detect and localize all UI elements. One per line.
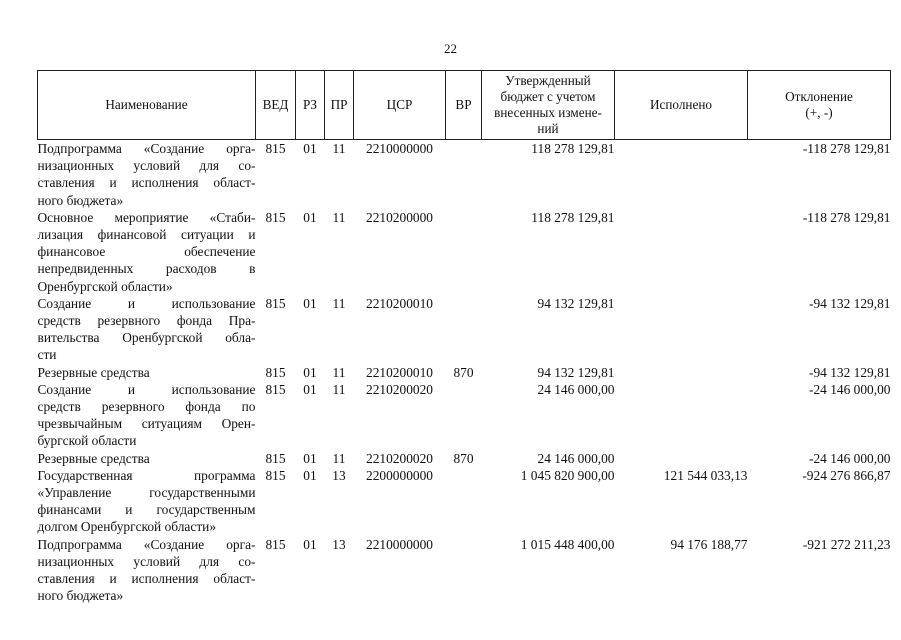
header-executed: Исполнено (615, 71, 748, 140)
row-ved: 815 (265, 536, 286, 552)
row-name-line: Резервные средства (37, 450, 150, 466)
row-vr (446, 381, 482, 450)
row-name-line: «Управление государственными (37, 485, 256, 501)
row-deviation: -24 146 000,00 (809, 450, 891, 466)
row-name-line: Создание и использование (37, 295, 256, 311)
row-pr: 11 (332, 141, 346, 156)
table-row (38, 140, 891, 209)
row-name-line: чрезвычайным ситуациям Орен- (37, 416, 256, 432)
row-vr (446, 467, 482, 536)
row-deviation: -118 278 129,81 (802, 209, 891, 225)
row-pr: 13 (332, 467, 346, 483)
row-csr: 2210200010 (366, 364, 433, 380)
row-executed (615, 140, 748, 209)
table-body (38, 140, 891, 605)
table-header-row (38, 71, 891, 140)
row-name-line: Подпрограмма «Создание орга- (37, 536, 256, 552)
row-pr: 11 (332, 364, 346, 380)
row-ved: 815 (265, 209, 286, 225)
row-ved: 815 (265, 467, 286, 483)
row-rz: 01 (303, 381, 317, 397)
row-name-line: средств резервного фонда Пра- (37, 313, 256, 329)
row-approved: 118 278 129,81 (531, 141, 615, 156)
row-rz: 01 (303, 141, 317, 156)
row-approved: 1 045 820 900,00 (520, 467, 615, 483)
header-approved: Утвержденный бюджет с учетом внесенных измене-ний (482, 71, 615, 140)
row-executed (615, 450, 748, 467)
row-csr: 2210000000 (366, 536, 433, 552)
row-pr: 11 (332, 381, 346, 397)
page-number: 22 (444, 41, 457, 56)
table-row (38, 450, 891, 467)
row-name (38, 364, 256, 381)
row-name-line: Государственная программа (37, 467, 256, 483)
table-row (38, 295, 891, 364)
row-rz: 01 (303, 450, 317, 466)
row-name-line: финансами и государственным (37, 502, 256, 518)
row-name (38, 295, 256, 364)
row-csr: 2210000000 (366, 141, 433, 156)
row-deviation: -94 132 129,81 (809, 295, 891, 311)
row-approved: 94 132 129,81 (537, 295, 615, 311)
row-approved: 118 278 129,81 (531, 209, 615, 225)
row-deviation: -24 146 000,00 (809, 381, 891, 397)
row-name-line: Резервные средства (37, 364, 150, 380)
row-name-line: ставления и исполнения област- (37, 571, 256, 587)
row-executed: 121 544 033,13 (663, 467, 748, 483)
row-deviation: -94 132 129,81 (809, 364, 891, 380)
row-csr: 2200000000 (366, 467, 433, 483)
row-name-line: финансовое обеспечение (37, 244, 256, 260)
row-pr: 13 (332, 536, 346, 552)
header-ved: ВЕД (256, 71, 296, 140)
row-vr (446, 295, 482, 364)
row-name (38, 450, 256, 467)
row-name-line: Основное мероприятие «Стаби- (37, 209, 256, 225)
row-deviation: -921 272 211,23 (802, 536, 891, 552)
row-vr (446, 140, 482, 209)
row-csr: 2210200000 (366, 209, 433, 225)
header-name: Наименование (38, 71, 256, 140)
row-vr: 870 (453, 364, 474, 380)
row-name-line: сти (37, 347, 57, 363)
header-pr: ПР (325, 71, 354, 140)
table-row (38, 536, 891, 605)
row-rz: 01 (303, 536, 317, 552)
row-executed: 94 176 188,77 (670, 536, 748, 552)
row-ved: 815 (265, 141, 286, 156)
row-name-line: средств резервного фонда по (37, 399, 256, 415)
row-ved: 815 (265, 364, 286, 380)
row-name-line: бургской области (37, 433, 137, 449)
table-row (38, 364, 891, 381)
row-csr: 2210200010 (366, 295, 433, 311)
budget-table (37, 70, 891, 604)
row-pr: 11 (332, 209, 346, 225)
row-name (38, 209, 256, 295)
row-executed (615, 364, 748, 381)
row-csr: 2210200020 (366, 450, 433, 466)
row-approved: 24 146 000,00 (537, 381, 615, 397)
header-deviation: Отклонение (+, -) (748, 71, 891, 140)
row-name-line: низационных условий для со- (37, 553, 256, 569)
row-rz: 01 (303, 467, 317, 483)
row-pr: 11 (332, 450, 346, 466)
row-vr (446, 536, 482, 605)
row-name (38, 467, 256, 536)
table-row (38, 381, 891, 450)
row-approved: 24 146 000,00 (537, 450, 615, 466)
row-approved: 1 015 448 400,00 (520, 536, 615, 552)
row-name-line: непредвиденных расходов в (37, 261, 256, 277)
row-deviation: -118 278 129,81 (802, 141, 891, 156)
row-name (38, 140, 256, 209)
row-name-line: вительства Оренбургской обла- (37, 330, 256, 346)
row-rz: 01 (303, 295, 317, 311)
row-name-line: долгом Оренбургской области» (37, 519, 217, 535)
row-executed (615, 381, 748, 450)
row-name-line: Подпрограмма «Создание орга- (37, 141, 256, 156)
row-name-line: Оренбургской области» (37, 278, 173, 294)
table-row (38, 467, 891, 536)
row-rz: 01 (303, 209, 317, 225)
row-rz: 01 (303, 364, 317, 380)
row-vr: 870 (453, 450, 474, 466)
row-name (38, 381, 256, 450)
header-rz: РЗ (296, 71, 325, 140)
row-vr (446, 209, 482, 295)
header-csr: ЦСР (354, 71, 446, 140)
header-vr: ВР (446, 71, 482, 140)
row-executed (615, 295, 748, 364)
row-deviation: -924 276 866,87 (802, 467, 891, 483)
row-ved: 815 (265, 450, 286, 466)
row-name-line: Создание и использование (37, 381, 256, 397)
row-name-line: низационных условий для со- (37, 158, 256, 174)
row-executed (615, 209, 748, 295)
row-ved: 815 (265, 295, 286, 311)
row-approved: 94 132 129,81 (537, 364, 615, 380)
table-row (38, 209, 891, 295)
row-csr: 2210200020 (366, 381, 433, 397)
row-pr: 11 (332, 295, 346, 311)
row-name-line: лизация финансовой ситуации и (37, 227, 256, 243)
row-name-line: ного бюджета» (37, 192, 124, 208)
row-name-line: ставления и исполнения област- (37, 175, 256, 191)
row-name (38, 536, 256, 605)
row-name-line: ного бюджета» (37, 588, 124, 604)
row-ved: 815 (265, 381, 286, 397)
